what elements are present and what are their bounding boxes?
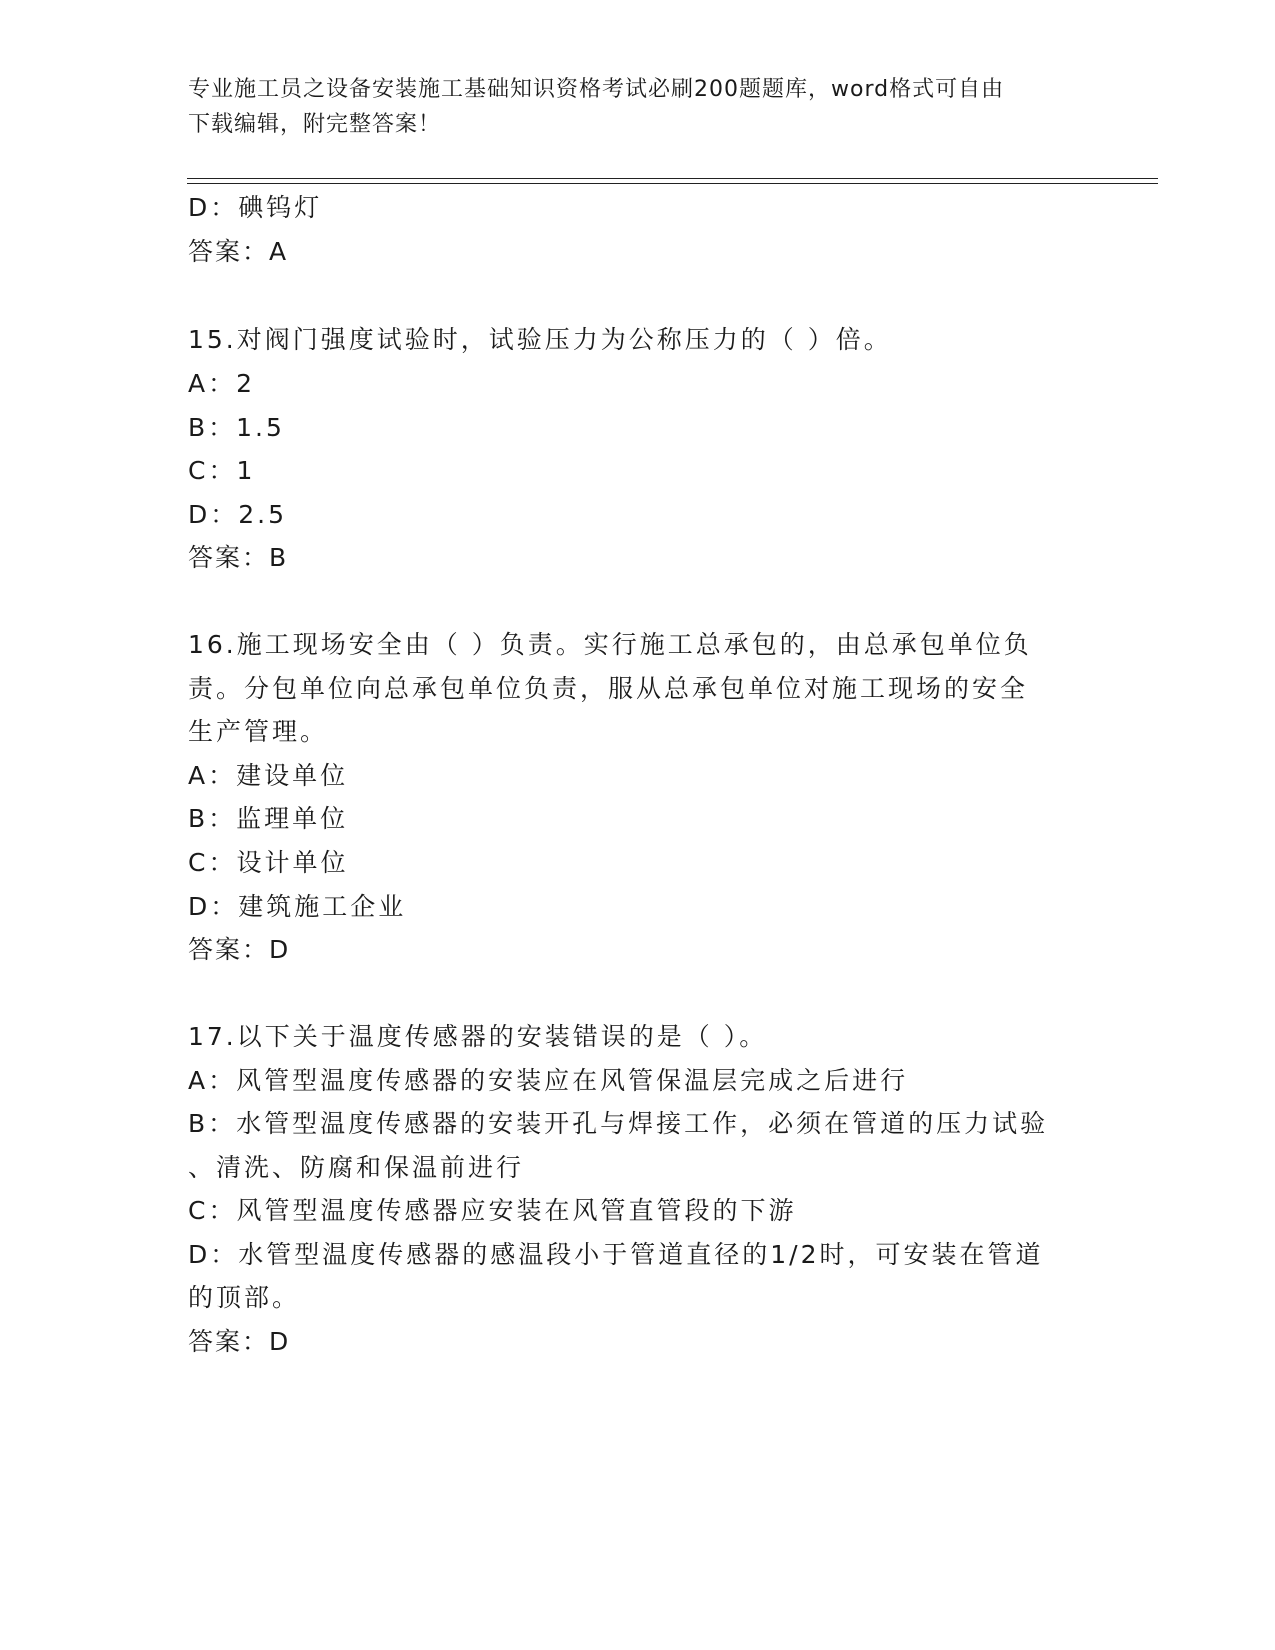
q16-stem-line-1: 16.施工现场安全由（ ）负责。实行施工总承包的，由总承包单位负 <box>188 630 1032 659</box>
q17-option-b-line-2: 、清洗、防腐和保温前进行 <box>188 1153 525 1182</box>
q17-option-d-line-2: 的顶部。 <box>188 1283 301 1312</box>
q16-answer: 答案：D <box>188 935 291 964</box>
q17-option-a: A：风管型温度传感器的安装应在风管保温层完成之后进行 <box>188 1066 909 1095</box>
prev-option-d: D：碘钨灯 <box>188 193 323 222</box>
q15-option-c: C：1 <box>188 456 256 485</box>
q16-stem-line-3: 生产管理。 <box>188 717 329 746</box>
q17-answer: 答案：D <box>188 1327 291 1356</box>
q17-option-c: C：风管型温度传感器应安装在风管直管段的下游 <box>188 1196 797 1225</box>
q17-stem: 17.以下关于温度传感器的安装错误的是（ ）。 <box>188 1022 768 1051</box>
document-header <box>188 72 1088 142</box>
q16-option-c: C：设计单位 <box>188 848 349 877</box>
q15-answer: 答案：B <box>188 543 289 572</box>
q15-option-d: D：2.5 <box>188 500 288 529</box>
q15-stem: 15.对阀门强度试验时，试验压力为公称压力的（ ）倍。 <box>188 325 892 354</box>
header-line-2: 下载编辑，附完整答案！ <box>188 112 442 137</box>
q16-option-a: A：建设单位 <box>188 761 349 790</box>
q15-option-a: A：2 <box>188 369 256 398</box>
header-divider-top <box>187 178 1158 179</box>
q16-option-d: D：建筑施工企业 <box>188 892 407 921</box>
q17-option-b-line-1: B：水管型温度传感器的安装开孔与焊接工作，必须在管道的压力试验 <box>188 1109 1049 1138</box>
q16-option-b: B：监理单位 <box>188 804 349 833</box>
q17-option-d-line-1: D：水管型温度传感器的感温段小于管道直径的1/2时，可安装在管道 <box>188 1240 1044 1269</box>
q16-stem-line-2: 责。分包单位向总承包单位负责，服从总承包单位对施工现场的安全 <box>188 674 1029 703</box>
q15-option-b: B：1.5 <box>188 413 285 442</box>
header-divider-bottom <box>187 183 1158 184</box>
header-line-1: 专业施工员之设备安装施工基础知识资格考试必刷200题题库，word格式可自由 <box>188 77 1005 102</box>
prev-answer: 答案：A <box>188 237 289 266</box>
